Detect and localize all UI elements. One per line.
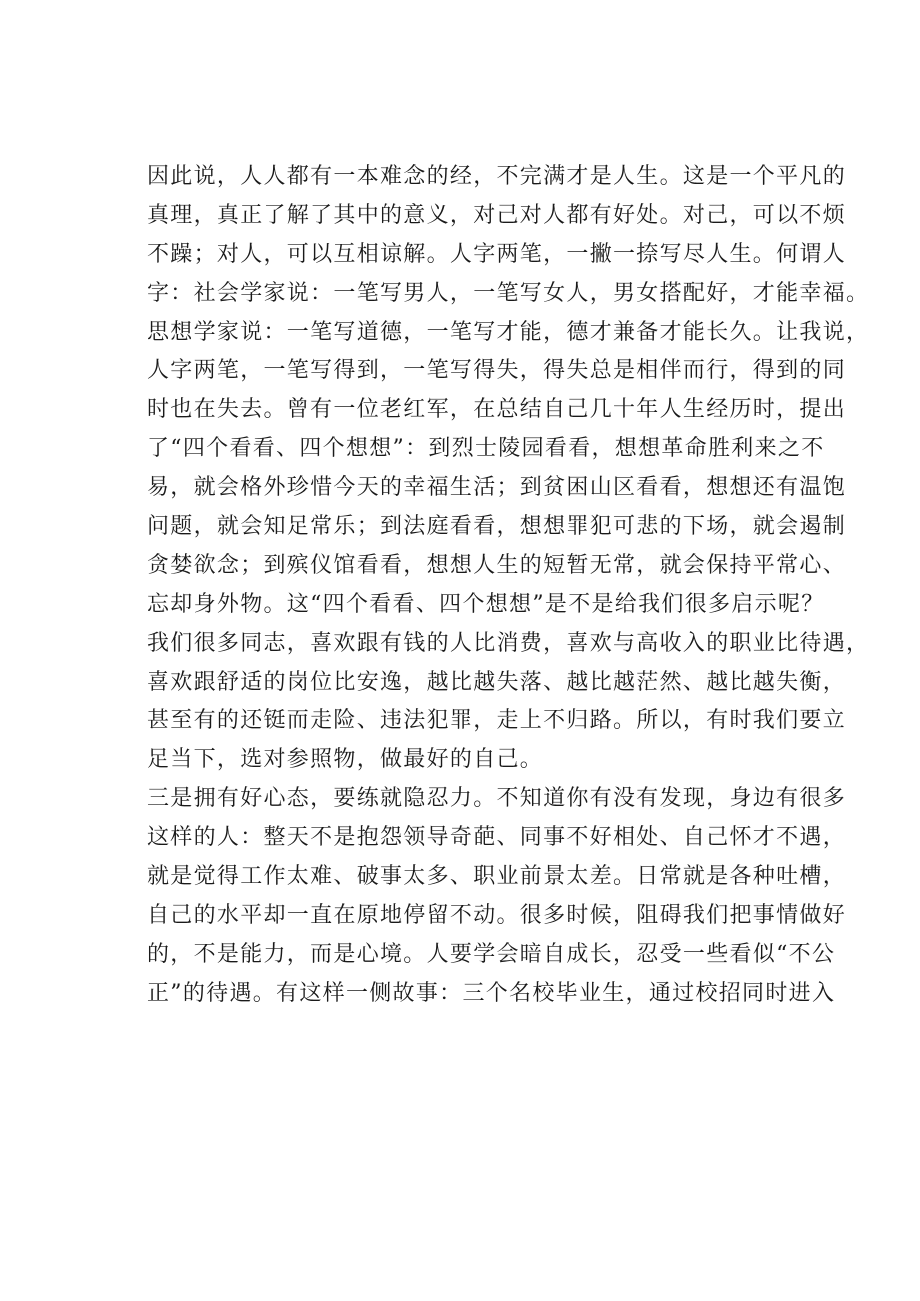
- text-line: 易，就会格外珍惜今天的幸福生活；到贫困山区看看，想想还有温饱: [147, 475, 847, 501]
- text-line: 正”的待遇。有这样一侧故事：三个名校毕业生，通过校招同时进入: [147, 980, 836, 1006]
- text-line: 喜欢跟舒适的岗位比安逸，越比越失落、越比越茫然、越比越失衡，: [147, 669, 847, 695]
- text-line: 字：社会学家说：一笔写男人，一笔写女人，男女搭配好，才能幸福。: [147, 280, 870, 306]
- text-line: 这样的人：整天不是抱怨领导奇葩、同事不好相处、自己怀才不遇，: [147, 825, 847, 851]
- text-line: 问题，就会知足常乐；到法庭看看，想想罪犯可悲的下场，就会遏制: [147, 514, 847, 540]
- body-text: [147, 158, 870, 1014]
- text-line: 不躁；对人，可以互相谅解。人字两笔，一撇一捺写尽人生。何谓人: [147, 241, 847, 267]
- text-line: 贪婪欲念；到殡仪馆看看，想想人生的短暂无常，就会保持平常心、: [147, 552, 847, 578]
- text-line: 人字两笔，一笔写得到，一笔写得失，得失总是相伴而行，得到的同: [147, 358, 847, 384]
- text-line: 自己的水平却一直在原地停留不动。很多时候，阻碍我们把事情做好: [147, 902, 847, 928]
- text-line: 的，不是能力，而是心境。人要学会暗自成长，忍受一些看似“不公: [147, 941, 836, 967]
- text-line: 时也在失去。曾有一位老红军，在总结自己几十年人生经历时，提出: [147, 397, 847, 423]
- text-line: 了“四个看看、四个想想”：到烈士陵园看看，想想革命胜利来之不: [147, 436, 825, 462]
- text-line: 甚至有的还铤而走险、违法犯罪，走上不归路。所以，有时我们要立: [147, 708, 847, 734]
- text-line: 足当下，选对参照物，做最好的自己。: [147, 747, 544, 773]
- text-line: 真理，真正了解了其中的意义，对己对人都有好处。对己，可以不烦: [147, 202, 847, 228]
- text-line: 我们很多同志，喜欢跟有钱的人比消费，喜欢与高收入的职业比待遇，: [147, 630, 870, 656]
- text-line: 就是觉得工作太难、破事太多、职业前景太差。日常就是各种吐槽，: [147, 864, 847, 890]
- text-line: 思想学家说：一笔写道德，一笔写才能，德才兼备才能长久。让我说，: [147, 319, 870, 345]
- text-line: 忘却身外物。这“四个看看、四个想想”是不是给我们很多启示呢？: [147, 591, 825, 617]
- text-line: 因此说，人人都有一本难念的经，不完满才是人生。这是一个平凡的: [147, 164, 847, 189]
- text-line: 三是拥有好心态，要练就隐忍力。不知道你有没有发现，身边有很多: [147, 786, 847, 812]
